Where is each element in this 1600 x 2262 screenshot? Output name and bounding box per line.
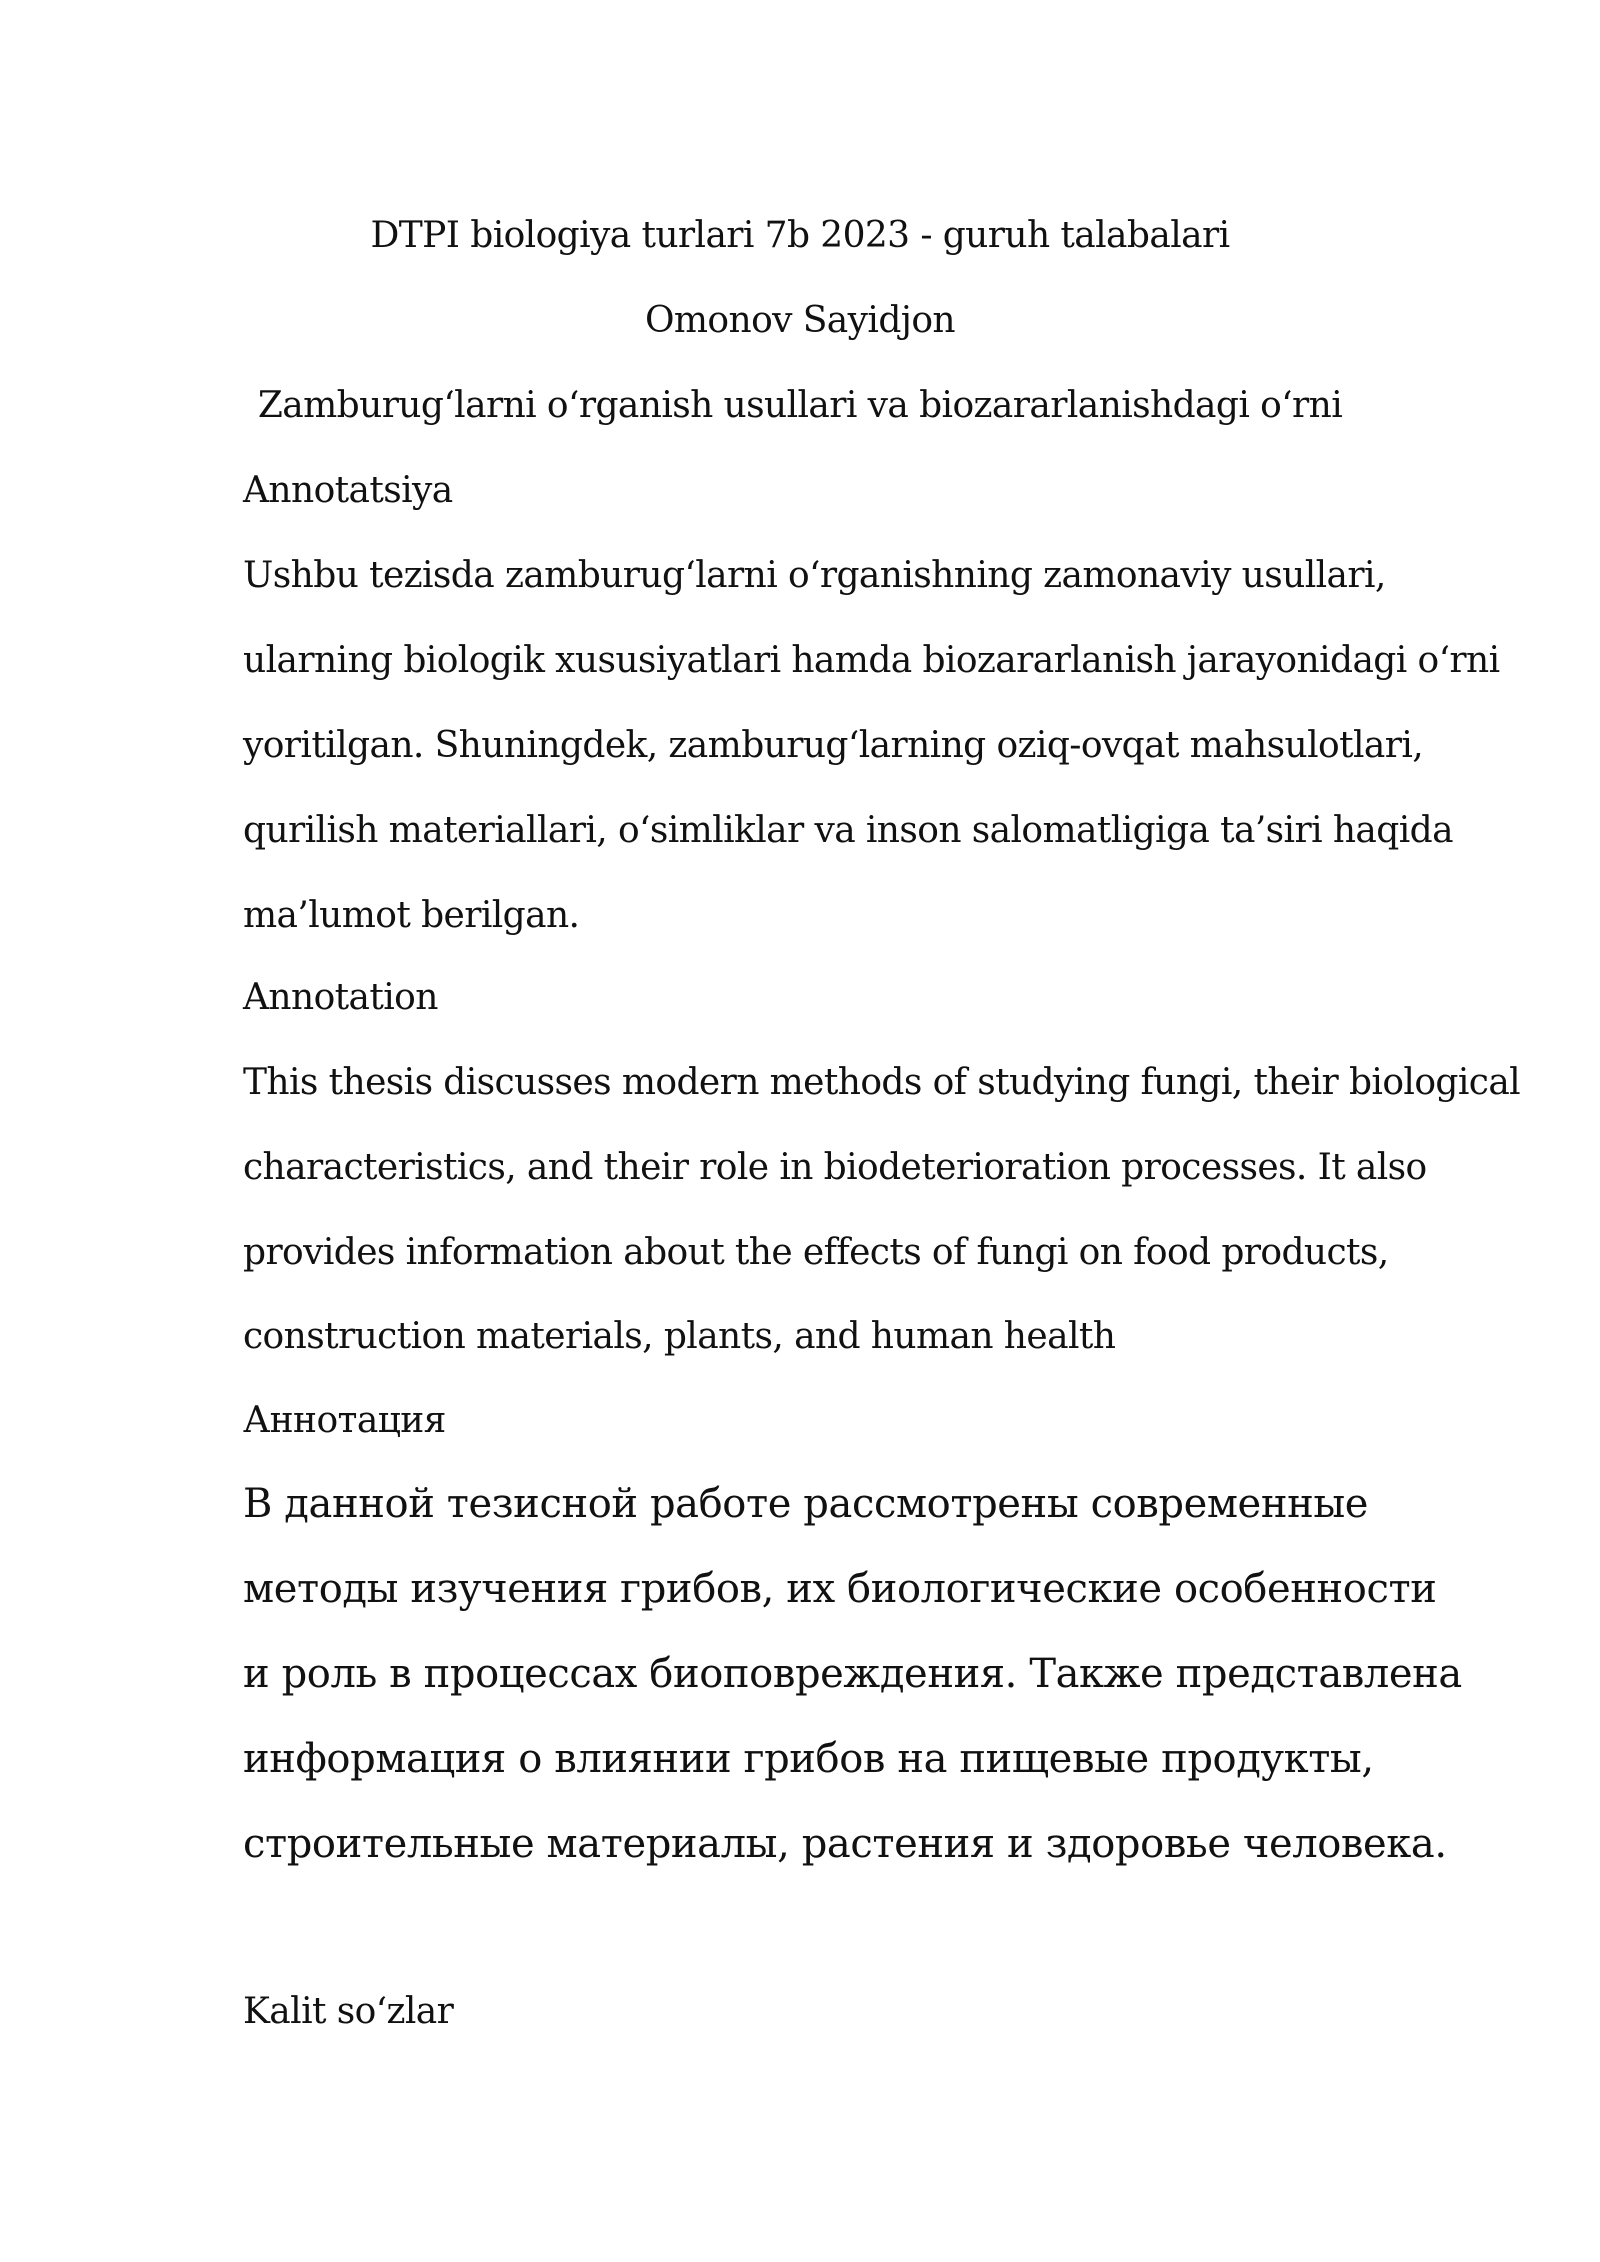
annotation-ru-line: строительные материалы, растения и здоровье человека. <box>243 1821 1447 1867</box>
annotation-en-heading: Annotation <box>243 977 438 1018</box>
annotation-ru-heading: Аннотация <box>243 1400 446 1441</box>
author-name: Omonov Sayidjon <box>644 300 955 341</box>
annotation-uz-line: ularning biologik xususiyatlari hamda biozararlanish jarayonidagi o‘rni <box>243 640 1500 681</box>
annotation-uz-line: ma’lumot berilgan. <box>243 895 580 936</box>
annotation-ru-line: методы изучения грибов, их биологические особенности <box>243 1566 1437 1612</box>
annotation-uz-line: Ushbu tezisda zamburug‘larni o‘rganishning zamonaviy usullari, <box>243 555 1386 596</box>
annotation-en-line: This thesis discusses modern methods of studying fungi, their biological <box>243 1062 1521 1103</box>
annotation-en-line: construction materials, plants, and human health <box>243 1316 1116 1357</box>
annotation-ru-line: информация о влиянии грибов на пищевые продукты, <box>243 1736 1374 1782</box>
annotation-uz-line: yoritilgan. Shuningdek, zamburug‘larning oziq-ovqat mahsulotlari, <box>243 725 1424 766</box>
annotation-ru-line: и роль в процессах биоповреждения. Также представлена <box>243 1651 1462 1697</box>
annotation-uz-heading: Annotatsiya <box>243 470 453 511</box>
keywords-heading: Kalit so‘zlar <box>243 1991 454 2032</box>
annotation-en-line: characteristics, and their role in biodeterioration processes. It also <box>243 1147 1427 1188</box>
group-line: DTPI biologiya turlari 7b 2023 - guruh talabalari <box>370 215 1230 256</box>
annotation-en-line: provides information about the effects of fungi on food products, <box>243 1232 1389 1273</box>
thesis-title: Zamburug‘larni o‘rganish usullari va biozararlanishdagi o‘rni <box>257 385 1343 426</box>
annotation-ru-line: В данной тезисной работе рассмотрены современные <box>243 1481 1369 1527</box>
annotation-uz-line: qurilish materiallari, o‘simliklar va inson salomatligiga ta’siri haqida <box>243 810 1453 851</box>
